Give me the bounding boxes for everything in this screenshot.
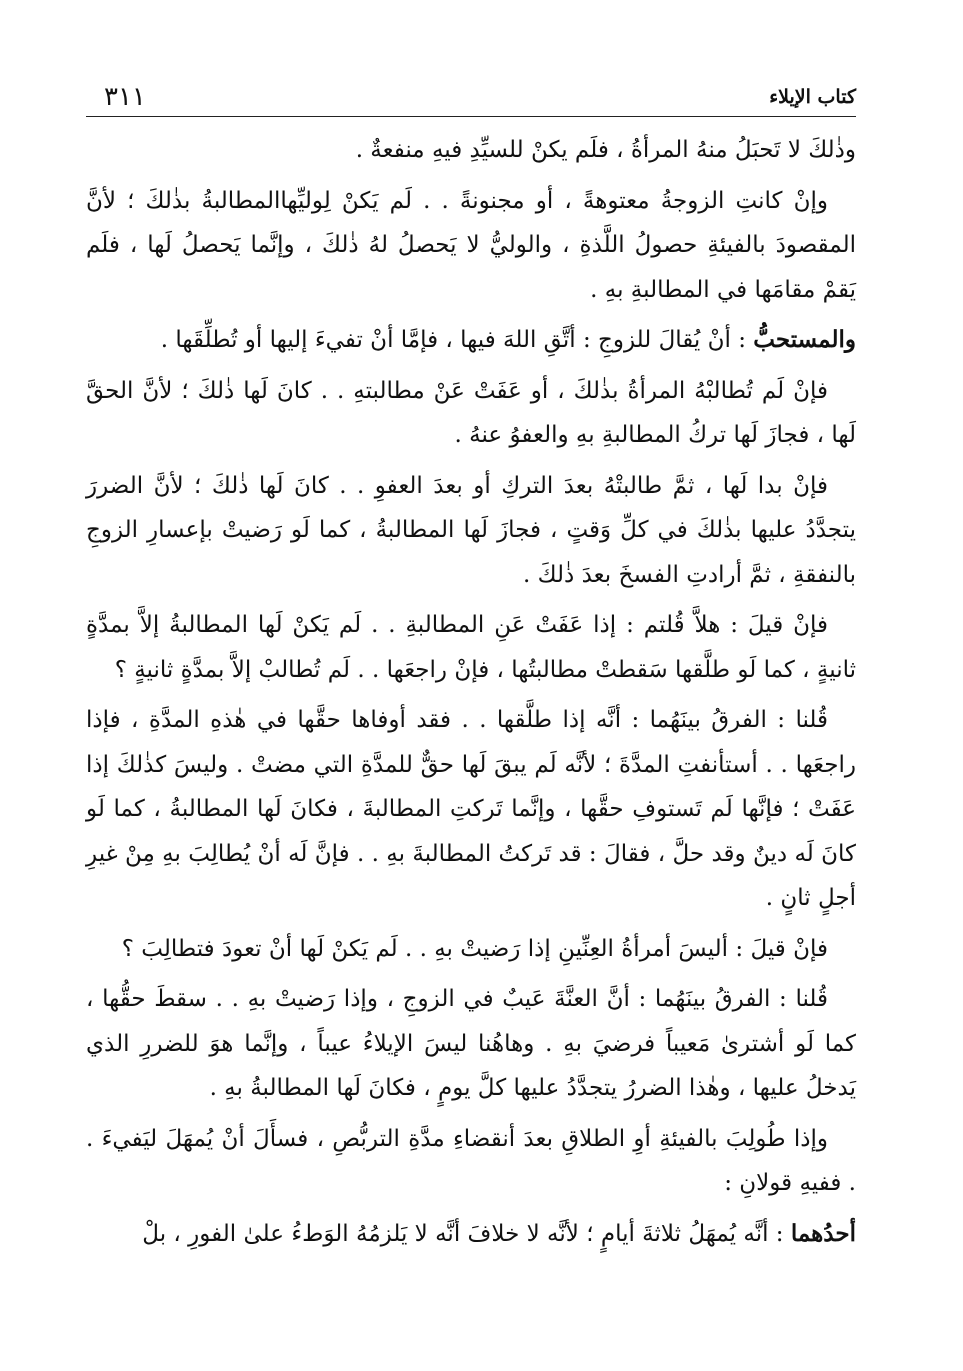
running-title: كتاب الإيلاء xyxy=(769,86,856,108)
paragraph-text: : أنْ يُقالَ للزوجِ : أتَّقِ اللهَ فيها ، فإمَّا أنْ تفيءَ إليها أو تُطلِّقَها . xyxy=(160,327,754,353)
paragraph xyxy=(86,927,856,972)
paragraph xyxy=(86,977,856,1111)
paragraph-text: : أنَّه يُمهَلُ ثلاثةَ أيامٍ ؛ لأنَّه لا خلافَ أنَّه لا يَلزمُهُ الوَطءُ علىٰ الفورِ ، بلْ xyxy=(142,1220,791,1247)
paragraph-lead: أحدُهما xyxy=(790,1219,856,1247)
paragraph-text: وإنْ كانتِ الزوجةُ معتوهةً ، أو مجنونةً . . لَم يَكنْ لِوليِّهاالمطالبةُ بذٰلكَ ؛ لأنَّ المقصودَ بالفيئةِ حصولُ اللَّذةِ ، والوليُّ لا يَحصلُ لهُ ذٰلكَ ، وإنَّما يَحصلُ لَها ، فلَم يَقمْ مقامَها في المطالبةِ بهِ . xyxy=(86,187,856,303)
paragraph xyxy=(86,1212,856,1257)
paragraph xyxy=(86,698,856,921)
paragraph-text: وذٰلكَ لا تَحبَلُ منهُ المرأةُ ، فلَم يكنْ للسيِّدِ فيهِ منفعةٌ . xyxy=(355,137,856,163)
paragraph-text: قُلنا : الفرقُ بينَهُما : أنَّه إذا طلَّقها . . فقد أوفاها حقَّها في هٰذهِ المدَّةِ ، فإذا راجعَها . . أستأنفتِ المدَّةَ ؛ لأنَّه لَم يبقَ لَها حقٌّ للمدَّةِ التي مضتْ . وليسَ كذٰلكَ إذا عَفَتْ ؛ فإنَّها لَم تَستوفِ حقَّها ، وإنَّما تَركتِ المطالبةَ ، فكانَ لَها المطالبةُ ، كما لَو كانَ لَه دينٌ وقد حلَّ ، فقالَ : قد تَركتُ المطالبةَ بهِ . . فإنَّ لَه أنْ يُطالِبَ بهِ مِنْ غيرِ أجلٍ ثانٍ . xyxy=(86,707,856,911)
paragraph-text: فإنْ لَم تُطالبْهُ المرأةُ بذٰلكَ ، أو عَفَتْ عَنْ مطالبتهِ . . كانَ لَها ذٰلكَ ؛ لأنَّ الحقَّ لَها ، فجازَ لَها تركُ المطالبةِ بهِ والعفوُ عنهُ . xyxy=(86,377,856,448)
paragraph xyxy=(86,464,856,598)
page-number: ٣١١ xyxy=(104,82,146,112)
paragraph-text: فإنْ بدا لَها ، ثمَّ طالبتْهُ بعدَ التركِ أو بعدَ العفوِ . . كانَ لَها ذٰلكَ ؛ لأنَّ الضررَ يتجدَّدُ عليها بذٰلكَ في كلِّ وَقتٍ ، فجازَ لَها المطالبةُ ، كما لَو رَضيتْ بإعسارِ الزوجِ بالنفقةِ ، ثمَّ أرادتِ الفسخَ بعدَ ذٰلكَ . xyxy=(86,472,856,588)
page-body xyxy=(86,128,856,1256)
paragraph xyxy=(86,603,856,692)
paragraph xyxy=(86,179,856,313)
paragraph xyxy=(86,369,856,458)
paragraph xyxy=(86,128,856,173)
paragraph-lead: والمستحبُّ xyxy=(753,326,856,353)
page-header xyxy=(86,70,856,118)
paragraph xyxy=(86,1117,856,1206)
book-page xyxy=(86,70,856,1262)
paragraph-text: قُلنا : الفرقُ بينَهُما : أنَّ العنَّةَ عَيبٌ في الزوجِ ، وإذا رَضيتْ بهِ . . سقطَ حقُّها ، كما لَو أشترىٰ مَعيباً فرضيَ بهِ . وهاهُنا ليسَ الإيلاءُ عيباً ، وإنَّما هوَ للضررِ الذي يَدخلُ عليها ، وهٰذا الضررُ يتجدَّدُ عليها كلَّ يومٍ ، فكانَ لَها المطالبةُ بهِ . xyxy=(86,986,856,1101)
paragraph-text: فإنْ قيلَ : هلاَّ قُلتم : إذا عَفَتْ عَنِ المطالبةِ . . لَم يَكنْ لَها المطالبةُ إلاَّ بمدَّةٍ ثانيةٍ ، كما لَو طلَّقها سَقطتْ مطالبتُها ، فإنْ راجعَها . . لَم تُطالبْ إلاَّ بمدَّةٍ ثانيةٍ ؟ xyxy=(86,612,856,683)
paragraph-text: وإذا طُولِبَ بالفيئةِ أوِ الطلاقِ بعدَ أنقضاءِ مدَّةِ التربُّصِ ، فسأَلَ أنْ يُمهَلَ ليَفيءَ . . ففيهِ قولانِ : xyxy=(86,1125,856,1196)
paragraph xyxy=(86,318,856,363)
paragraph-text: فإنْ قيلَ : أليسَ أمرأةُ العِنِّينِ إذا رَضيتْ بهِ . . لَم يَكنْ لَها أنْ تعودَ فتطالِبَ ؟ xyxy=(121,935,828,962)
header-rule xyxy=(86,116,856,117)
